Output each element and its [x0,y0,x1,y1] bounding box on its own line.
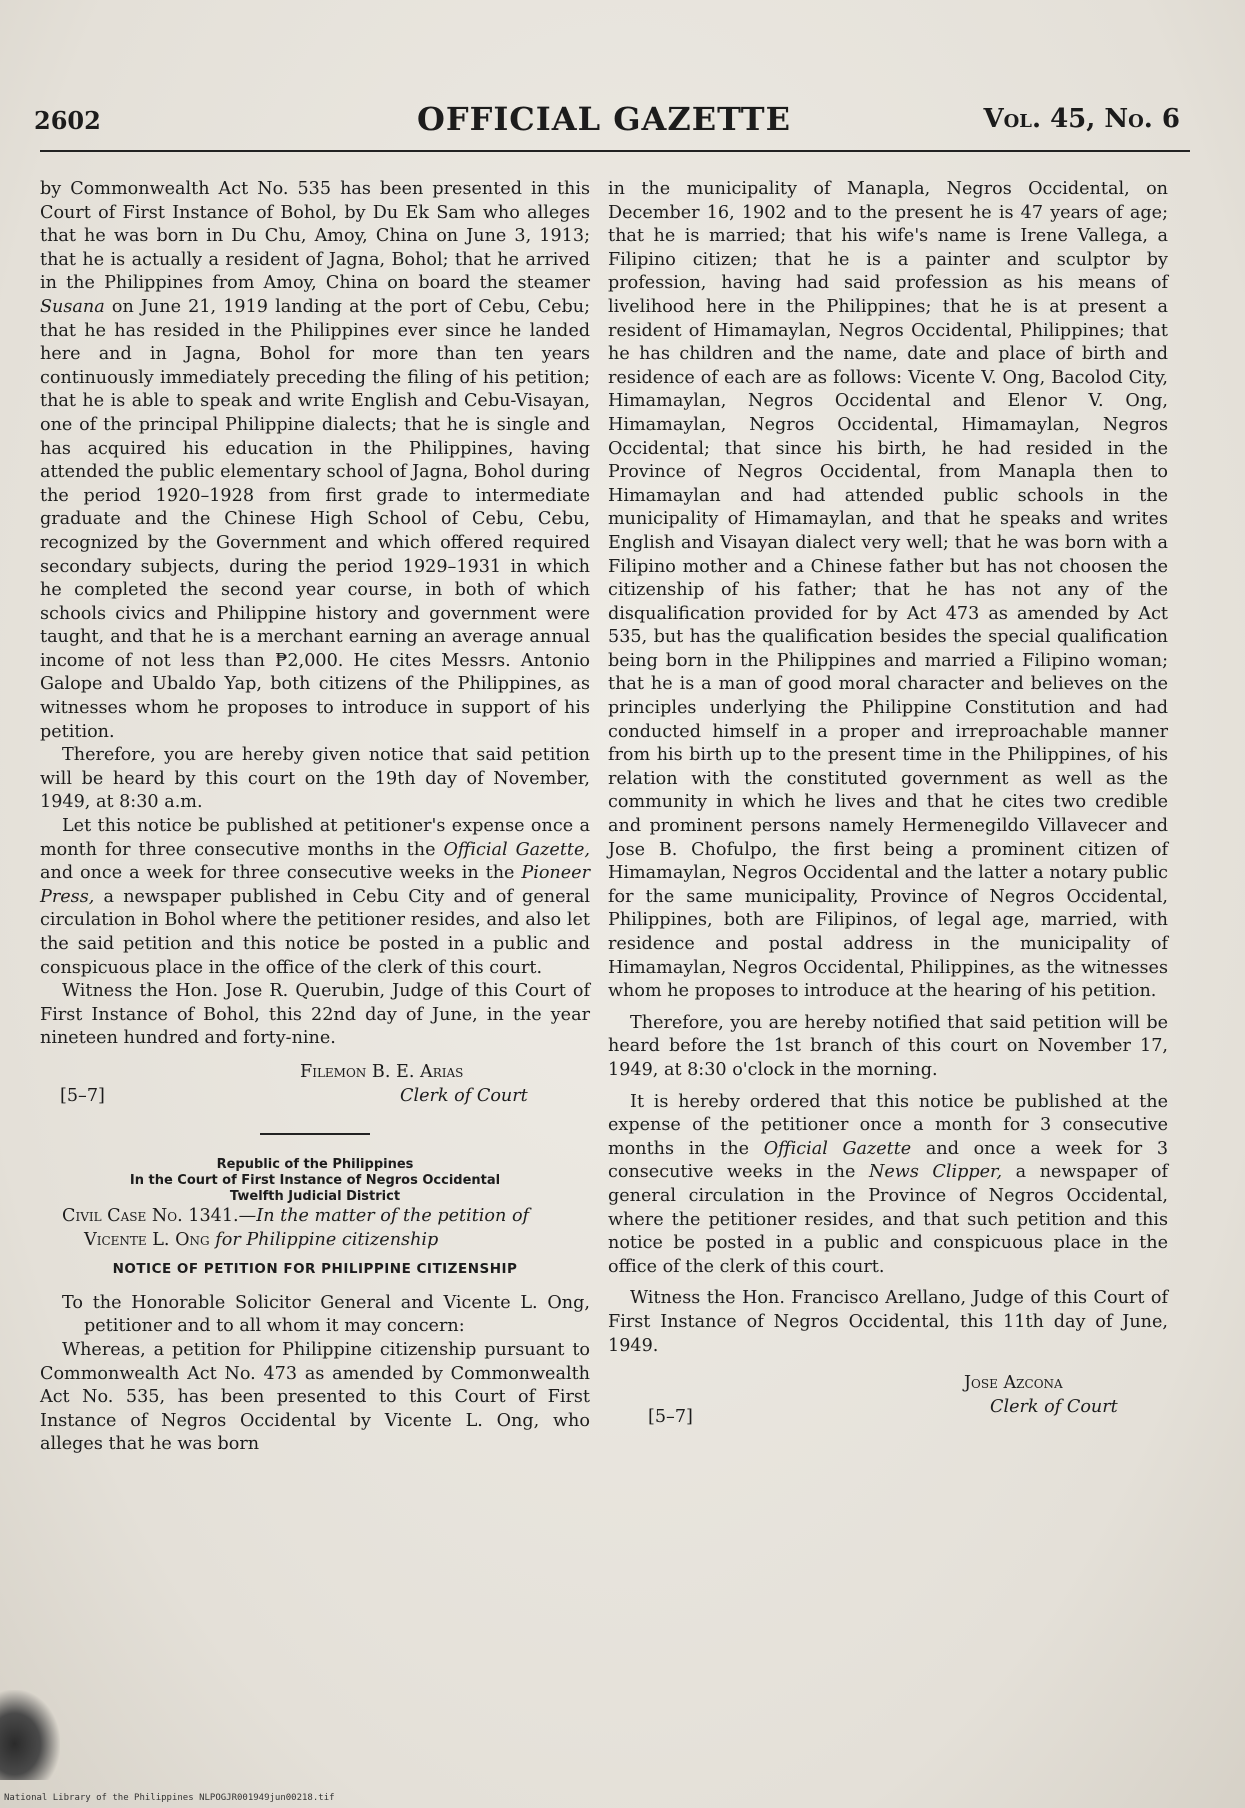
volume-number: Vol. 45, No. 6 [983,104,1180,134]
scan-footer: National Library of the Philippines NLPOGJR001949jun00218.tif [4,1793,335,1803]
header-rule [40,150,1190,152]
left-paragraph-2: Therefore, you are hereby given notice that said petition will be heard by this court on the 19th day of November, 1949, at 8:30 a.m. [40,745,590,813]
case-caption: Civil Case No. 1341.—In the matter of the petition of Vicente L. Ong for Philippine citizenship [62,1205,530,1250]
right-signature-block [608,1372,1168,1432]
left-paragraph-1: by Commonwealth Act No. 535 has been presented in this Court of First Instance of Bohol, by Du Ek Sam who alleges that he was born in Du Chu, Amoy, China on June 3, 1913; that he is actually a resident of Jagna, Bohol; that he arrived in the Philippines from Amoy, China on board the steamer Susana on June 21, 1919 landing at the port of Cebu, Cebu; that he has resided in the Philippines ever since he landed here and in Jagna, Bohol for more than ten years continuously immediately preceding the filing of his petition; that he is able to speak and write English and Cebu-Visayan, one of the principal Philippine dialects; that he is single and has acquired his education in the Philippines, having attended the public elementary school of Jagna, Bohol during the period 1920–1928 from first grade to intermediate graduate and the Chinese High School of Cebu, Cebu, recognized by the Government and which offered required secondary subjects, during the period 1929–1931 in which he completed the second year course, in both of which schools civics and Philippine history and government were taught, and that he is a merchant earning an average annual income of not less than ₱2,000. He cites Messrs. Antonio Galope and Ubaldo Yap, both citizens of the Philippines, as witnesses whom he proposes to introduce in support of his petition. [40,179,590,742]
signer-name: Filemon B. E. Arias [300,1061,464,1082]
page-header [28,98,1180,142]
left-signature-block [40,1061,590,1113]
right-paragraph-1: in the municipality of Manapla, Negros Occidental, on December 16, 1902 and to the present he is 47 years of age; that he is married; that his wife's name is Irene Vallega, a Filipino citizen; that he is a painter and sculptor by profession, having had said profession as his means of livelihood here in the Philippines; that he is at present a resident of Himamaylan, Negros Occidental, Philippines; that he has children and the name, date and place of birth and residence of each are as follows: Vicente V. Ong, Bacolod City, Himamaylan, Negros Occidental and Elenor V. Ong, Himamaylan, Negros Occidental, Himamaylan, Negros Occidental; that since his birth, he had resided in the Province of Negros Occidental, from Manapla then to Himamaylan and had attended public schools in the municipality of Himamaylan, and that he speaks and writes English and Visayan dialect very well; that he was born with a Filipino mother and a Chinese father but has not choosen the citizenship of his father; that he has not any of the disqualification provided for by Act 473 as amended by Act 535, but has the qualification besides the special qualification being born in the Philippines and married a Filipino woman; that he is a man of good moral character and believes on the principles underlying the Philippine Constitution and had conducted himself in a proper and irreproachable manner from his birth up to the present time in the Philippines, of his relation with the constituted government as well as the community in which he lives and that he cites two credible and prominent persons namely Hermenegildo Villavecer and Jose B. Chofulpo, the first being a prominent citizen of Himamaylan, Negros Occidental and the latter a notary public for the same municipality, Province of Negros Occidental, Philippines, both are Filipinos, of legal age, married, with residence and postal address in the municipality of Himamaylan, Negros Occidental, Philippines, as the witnesses whom he proposes to introduce at the hearing of his petition. [608,179,1168,1002]
page-number: 2602 [34,106,101,135]
ship-name: Susana [40,296,105,317]
issue-reference: [5–7] [60,1085,105,1106]
section-divider [260,1133,370,1135]
publication-title: OFFICIAL GAZETTE [417,100,791,138]
right-paragraph-4: Witness the Hon. Francisco Arellano, Judge of this Court of First Instance of Negros Occidental, this 11th day of June, 1949. [608,1288,1168,1356]
signer-name: Jose Azcona [964,1373,1063,1394]
left-paragraph-5: Whereas, a petition for Philippine citizenship pursuant to Commonwealth Act No. 473 as amended by Commonwealth Act No. 535, has been presented to this Court of First Instance of Negros Occidental by Vicente L. Ong, who alleges that he was born [40,1339,590,1455]
issue-reference: [5–7] [648,1407,693,1428]
right-paragraph-2: Therefore, you are hereby notified that said petition will be heard before the 1st branch of this court on November 17, 1949, at 8:30 o'clock in the morning. [608,1012,1168,1080]
signer-title: Clerk of Court [400,1085,528,1106]
scan-artifact [0,1690,60,1780]
left-paragraph-4: Witness the Hon. Jose R. Querubin, Judge of this Court of First Instance of Bohol, this 22nd day of June, in the year nineteen hundred and forty-nine. [40,981,590,1049]
signer-title: Clerk of Court [990,1397,1118,1418]
notice-heading: NOTICE OF PETITION FOR PHILIPPINE CITIZENSHIP [112,1261,518,1278]
court-heading: Republic of the Philippines In the Court of First Instance of Negros Occidental Twelfth Judicial District [129,1156,501,1204]
left-paragraph-3: Let this notice be published at petitioner's expense once a month for three consecutive months in the Official Gazette, and once a week for three consecutive weeks in the Pioneer Press, a newspaper published in Cebu City and of general circulation in Bohol where the petitioner resides, and also let the said petition and this notice be posted in a public and conspicuous place in the office of the clerk of this court. [40,816,591,978]
right-column [608,178,1168,1432]
right-paragraph-3: It is hereby ordered that this notice be published at the expense of the petitioner once a month for 3 consecutive months in the Official Gazette and once a week for 3 consecutive weeks in the News Clipper, a newspaper of general circulation in the Province of Negros Occidental, where the petitioner resides, and that such petition and this notice be posted in a public and conspicuous place in the office of the clerk of this court. [608,1091,1169,1277]
left-column [40,178,590,1457]
addressee: To the Honorable Solicitor General and Vicente L. Ong, petitioner and to all whom it may concern: [62,1292,590,1337]
